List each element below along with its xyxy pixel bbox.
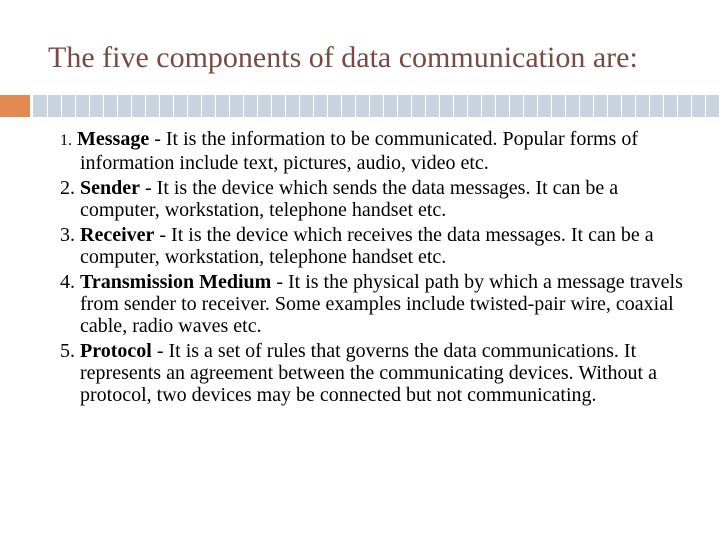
item-description: - It is the physical path by which a message travels from sender to receiver. Some examples include twisted-pair wire, coaxial cable, radio waves etc.: [80, 271, 683, 337]
divider-tick: [187, 95, 188, 117]
title-divider: [0, 95, 728, 117]
divider-tick: [481, 95, 482, 117]
divider-tick: [453, 95, 454, 117]
divider-tick: [173, 95, 174, 117]
divider-tick: [691, 95, 692, 117]
item-term: Receiver: [80, 224, 155, 246]
divider-tick: [299, 95, 300, 117]
divider-tick: [621, 95, 622, 117]
divider-tick: [369, 95, 370, 117]
divider-tick: [257, 95, 258, 117]
accent-block: [0, 95, 30, 117]
divider-tick: [565, 95, 566, 117]
divider-tick: [509, 95, 510, 117]
divider-tick: [537, 95, 538, 117]
item-term: Message: [77, 128, 150, 150]
item-number: 2.: [60, 177, 75, 199]
divider-tick: [61, 95, 62, 117]
divider-tick: [635, 95, 636, 117]
component-list: [60, 128, 700, 409]
divider-tick: [523, 95, 524, 117]
item-number: 1.: [60, 132, 72, 149]
divider-rule: [33, 95, 719, 117]
divider-tick: [677, 95, 678, 117]
divider-tick: [341, 95, 342, 117]
divider-tick: [663, 95, 664, 117]
divider-tick: [243, 95, 244, 117]
divider-tick: [159, 95, 160, 117]
item-term: Protocol: [80, 340, 152, 362]
item-description: - It is the information to be communicated. Popular forms of information include text, pictures, audio, video etc.: [80, 128, 638, 174]
divider-tick: [117, 95, 118, 117]
divider-tick: [355, 95, 356, 117]
divider-tick: [607, 95, 608, 117]
item-term: Transmission Medium: [80, 271, 272, 293]
divider-tick: [383, 95, 384, 117]
item-description: - It is the device which receives the data messages. It can be a computer, workstation, telephone handset etc.: [80, 224, 654, 268]
divider-tick: [131, 95, 132, 117]
divider-tick: [649, 95, 650, 117]
divider-tick: [103, 95, 104, 117]
divider-tick: [411, 95, 412, 117]
divider-tick: [47, 95, 48, 117]
divider-tick: [425, 95, 426, 117]
divider-tick: [145, 95, 146, 117]
divider-tick: [467, 95, 468, 117]
divider-tick: [215, 95, 216, 117]
list-item: [60, 128, 700, 174]
divider-tick: [313, 95, 314, 117]
item-description: - It is a set of rules that governs the data communications. It represents an agreement between the communicating devices. Without a protocol, two devices may be connected but not communicating.: [80, 340, 657, 406]
divider-tick: [89, 95, 90, 117]
divider-tick: [495, 95, 496, 117]
divider-tick: [285, 95, 286, 117]
divider-tick: [75, 95, 76, 117]
divider-tick: [397, 95, 398, 117]
list-item: [60, 177, 700, 221]
divider-tick: [327, 95, 328, 117]
item-description: - It is the device which sends the data messages. It can be a computer, workstation, telephone handset etc.: [80, 177, 619, 221]
divider-tick: [579, 95, 580, 117]
item-term: Sender: [80, 177, 140, 199]
divider-tick: [705, 95, 706, 117]
item-number: 5.: [60, 340, 75, 362]
divider-tick: [201, 95, 202, 117]
divider-tick: [593, 95, 594, 117]
list-item: [60, 224, 700, 268]
slide-title: The five components of data communication are:: [48, 41, 638, 74]
item-number: 4.: [60, 271, 75, 293]
divider-tick: [551, 95, 552, 117]
divider-tick: [439, 95, 440, 117]
divider-tick: [229, 95, 230, 117]
item-number: 3.: [60, 224, 75, 246]
list-item: [60, 271, 700, 337]
divider-tick: [271, 95, 272, 117]
list-item: [60, 340, 700, 406]
